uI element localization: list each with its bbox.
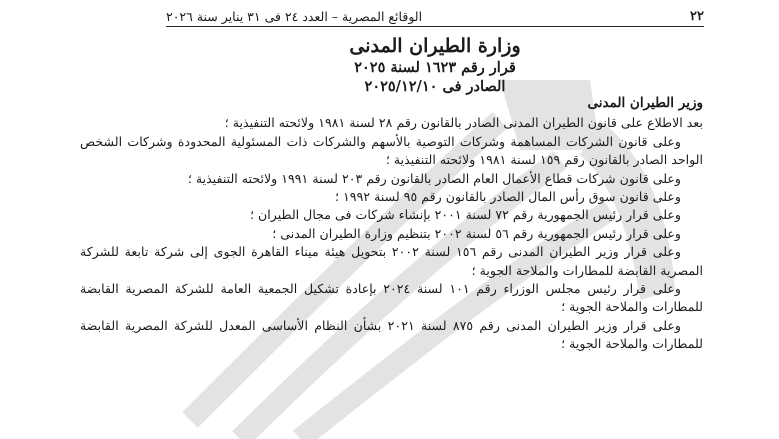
- decision-title-block: [166, 34, 704, 96]
- preamble-paragraph: وعلى قانون الشركات المساهمة وشركات التوصية بالأسهم والشركات ذات المسئولية المحدودة وشركات الشخص الواحد الصادر بالقانون رقم ١٥٩ لسنة ١٩٨١ ولائحته التنفيذية ؛: [80, 133, 703, 168]
- minister-heading: وزير الطيران المدنى: [587, 95, 703, 111]
- decision-body: [80, 94, 703, 354]
- ministry-title: وزارة الطيران المدنى: [349, 35, 521, 57]
- issue-line: الوقائع المصرية – العدد ٢٤ فى ٣١ يناير سنة ٢٠٢٦: [166, 8, 423, 24]
- page-header: [166, 6, 704, 27]
- preamble-paragraph: بعد الاطلاع على قانون الطيران المدنى الصادر بالقانون رقم ٢٨ لسنة ١٩٨١ ولائحته التنفيذية ؛: [224, 115, 703, 131]
- issue-date: الصادر فى ٢٠٢٥/١٢/١٠: [364, 78, 506, 95]
- page-number: ٢٢: [690, 8, 704, 24]
- decision-number: قرار رقم ١٦٢٣ لسنة ٢٠٢٥: [354, 59, 516, 76]
- preamble-paragraph: وعلى قرار رئيس مجلس الوزراء رقم ١٠١ لسنة ٢٠٢٤ بإعادة تشكيل الجمعية العامة للشركة المصرية القابضة للمطارات والملاحة الجوية ؛: [80, 281, 703, 315]
- preamble-paragraph: وعلى قرار رئيس الجمهورية رقم ٧٢ لسنة ٢٠٠١ بإنشاء شركات فى مجال الطيران ؛: [250, 207, 681, 223]
- preamble-paragraph: وعلى قانون سوق رأس المال الصادر بالقانون رقم ٩٥ لسنة ١٩٩٢ ؛: [335, 189, 681, 205]
- preamble-paragraph: وعلى قرار وزير الطيران المدنى رقم ٨٧٥ لسنة ٢٠٢١ بشأن النظام الأساسى المعدل للشركة المصرية القابضة للمطارات والملاحة الجوية ؛: [80, 317, 703, 352]
- preamble-paragraph: وعلى قرار رئيس الجمهورية رقم ٥٦ لسنة ٢٠٠٢ بتنظيم وزارة الطيران المدنى ؛: [272, 225, 681, 241]
- preamble-paragraph: وعلى قرار وزير الطيران المدنى رقم ١٥٦ لسنة ٢٠٠٢ بتحويل هيئة ميناء القاهرة الجوى إلى شركة تابعة للشركة المصرية القابضة للمطارات والملاحة الجوية ؛: [80, 244, 703, 278]
- preamble-paragraph: وعلى قانون شركات قطاع الأعمال العام الصادر بالقانون رقم ٢٠٣ لسنة ١٩٩١ ولائحته التنفيذية ؛: [187, 170, 681, 186]
